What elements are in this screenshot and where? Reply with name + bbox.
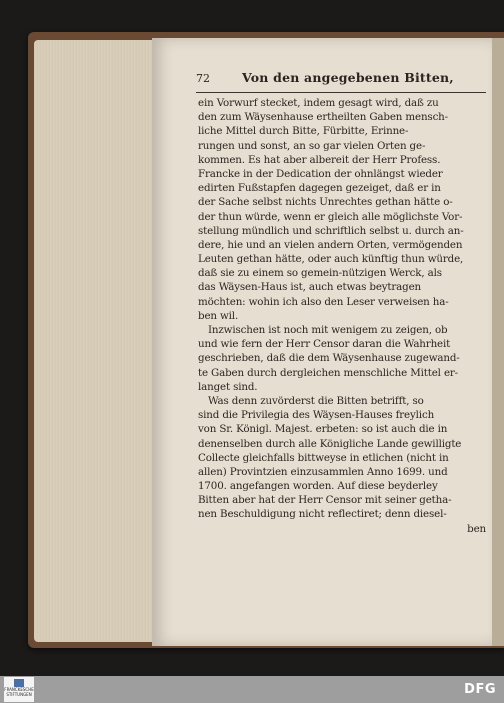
text-line: stellung mündlich und schriftlich selbst u. durch an- (198, 224, 464, 237)
text-line: von Sr. Königl. Majest. erbeten: so ist auch die in (198, 423, 448, 436)
text-line: und wie fern der Herr Censor daran die Wahrheit (198, 338, 451, 351)
book-page (152, 38, 492, 646)
text-line: nen Beschuldigung nicht reflectiret; denn diesel- (198, 508, 447, 521)
page-number: 72 (196, 72, 210, 85)
page-text (198, 96, 486, 536)
header-rule (196, 92, 486, 93)
running-title: Von den angegebenen Bitten, (242, 70, 454, 85)
running-head (196, 68, 486, 90)
text-line: denenselben durch alle Königliche Lande gewilligte (198, 437, 462, 450)
text-line: ben wil. (198, 309, 239, 322)
text-line: Was denn zuvörderst die Bitten betrifft, so (208, 394, 424, 407)
text-line: der thun würde, wenn er gleich alle möglichste Vor- (198, 210, 463, 223)
institution-logo[interactable] (4, 677, 34, 702)
footer-bar (0, 676, 504, 703)
text-line: dere, hie und an vielen andern Orten, vermögenden (198, 238, 463, 251)
text-line: Bitten aber hat der Herr Censor mit seiner getha- (198, 494, 452, 507)
facing-page-edge (492, 38, 504, 646)
text-line: Leuten gethan hätte, oder auch künftig thun würde, (198, 253, 464, 266)
text-line: kommen. Es hat aber albereit der Herr Profess. (198, 153, 441, 166)
catchword: ben (467, 522, 486, 535)
text-line: 1700. angefangen worden. Auf diese beyderley (198, 480, 438, 493)
text-line: das Wäysen-Haus ist, auch etwas beytragen (198, 281, 422, 294)
text-line: rungen und sonst, an so gar vielen Orten ge- (198, 139, 426, 152)
page-block-edge (34, 40, 154, 642)
text-line: liche Mittel durch Bitte, Fürbitte, Erinne- (198, 125, 409, 138)
text-line: te Gaben durch dergleichen menschliche Mittel er- (198, 366, 458, 379)
text-line: Collecte gleichfalls bittweyse in etlichen (nicht in (198, 451, 449, 464)
text-line: daß sie zu einem so gemein-nützigen Werck, als (198, 267, 442, 280)
logo-mark-icon (14, 679, 24, 687)
text-line: langet sind. (198, 380, 258, 393)
text-line: ein Vorwurf stecket, indem gesagt wird, daß zu (198, 97, 439, 109)
text-line: allen) Provintzien einzusammlen Anno 1699. und (198, 465, 448, 478)
text-line: der Sache selbst nichts Unrechtes gethan hätte o- (198, 196, 453, 209)
text-line: sind die Privilegia des Wäysen-Hauses freylich (198, 409, 435, 422)
text-line: möchten: wohin ich also den Leser verweisen ha- (198, 295, 449, 308)
dfg-logo[interactable]: DFG (464, 682, 496, 697)
institution-logo-text: FRANCKESCHE STIFTUNGEN (4, 687, 34, 697)
text-line: den zum Wäysenhause ertheilten Gaben mensch- (198, 111, 448, 124)
text-line: edirten Fußstapfen dagegen gezeiget, daß er in (198, 182, 441, 195)
text-line: geschrieben, daß die dem Wäysenhause zugewand- (198, 352, 460, 365)
text-line: Inzwischen ist noch mit wenigem zu zeigen, ob (208, 324, 448, 336)
text-line: Francke in der Dedication der ohnlängst wieder (198, 167, 443, 180)
